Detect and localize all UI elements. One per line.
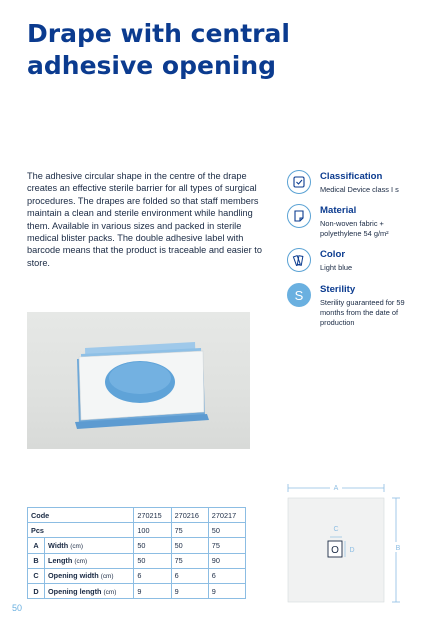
table-cell: 6 <box>208 568 245 583</box>
table-cell: 9 <box>171 583 208 598</box>
table-cell: 6 <box>134 568 171 583</box>
table-row <box>28 523 246 538</box>
table-row <box>28 568 246 583</box>
table-cell: 75 <box>171 553 208 568</box>
row-label: Opening length (cm) <box>45 583 134 598</box>
dimension-d-label: D <box>349 547 355 554</box>
row-key: B <box>28 553 45 568</box>
table-cell: 50 <box>134 553 171 568</box>
property-title: Sterility <box>320 284 356 295</box>
table-cell: 6 <box>171 568 208 583</box>
table-cell: 9 <box>134 583 171 598</box>
row-key: A <box>28 538 45 553</box>
table-cell: 9 <box>208 583 245 598</box>
table-cell: 50 <box>208 523 245 538</box>
row-label: Width (cm) <box>45 538 134 553</box>
property-title: Material <box>320 205 357 216</box>
table-cell: 100 <box>134 523 171 538</box>
property-title: Classification <box>320 171 383 182</box>
clipboard-check-icon <box>287 170 311 194</box>
table-cell: 50 <box>134 538 171 553</box>
dimension-b-label: B <box>395 545 401 552</box>
drape-package-illustration <box>27 312 250 449</box>
table-cell: 90 <box>208 553 245 568</box>
opening-label: O <box>331 545 339 556</box>
page-title: Drape with central adhesive opening <box>27 19 290 80</box>
table-row <box>28 553 246 568</box>
property-value: Non-woven fabric + polyethylene 54 g/m² <box>320 219 389 238</box>
property-value: Medical Device class I s <box>320 185 399 194</box>
table-cell: 270216 <box>171 508 208 523</box>
table-row <box>28 583 246 598</box>
product-description: The adhesive circular shape in the centre of the drape creates an effective sterile barrier for all types of surgical procedures. The drapes are folded so that staff members maintain a clean and sterile environment while handling them. Available in various sizes and packed in sterile medical blister packs. The double adhesive label with barcode means that the product is traceable and easier to store. <box>27 171 262 268</box>
row-key: D <box>28 583 45 598</box>
row-label: Length (cm) <box>45 553 134 568</box>
sterile-s-icon: S <box>287 283 311 307</box>
specification-table <box>27 507 246 599</box>
table-cell: 75 <box>208 538 245 553</box>
table-cell: 50 <box>171 538 208 553</box>
row-key: C <box>28 568 45 583</box>
product-photo <box>27 312 250 449</box>
property-title: Color <box>320 249 346 260</box>
table-cell: 270217 <box>208 508 245 523</box>
table-cell: 75 <box>171 523 208 538</box>
dimension-diagram <box>280 480 410 605</box>
table-cell: 270215 <box>134 508 171 523</box>
page-number: 50 <box>12 603 23 613</box>
row-label: Pcs <box>28 523 134 538</box>
property-value: Light blue <box>320 263 353 272</box>
table-header-label: Code <box>28 508 134 523</box>
row-label: Opening width (cm) <box>45 568 134 583</box>
fabric-sheet-icon <box>287 204 311 228</box>
dimension-c-label: C <box>333 526 339 533</box>
dimension-a-label: A <box>333 485 339 492</box>
property-value: Sterility guaranteed for 59 months from the date of production <box>320 298 405 327</box>
table-row <box>28 538 246 553</box>
color-swatch-icon <box>287 248 311 272</box>
table-header-row <box>28 508 246 523</box>
